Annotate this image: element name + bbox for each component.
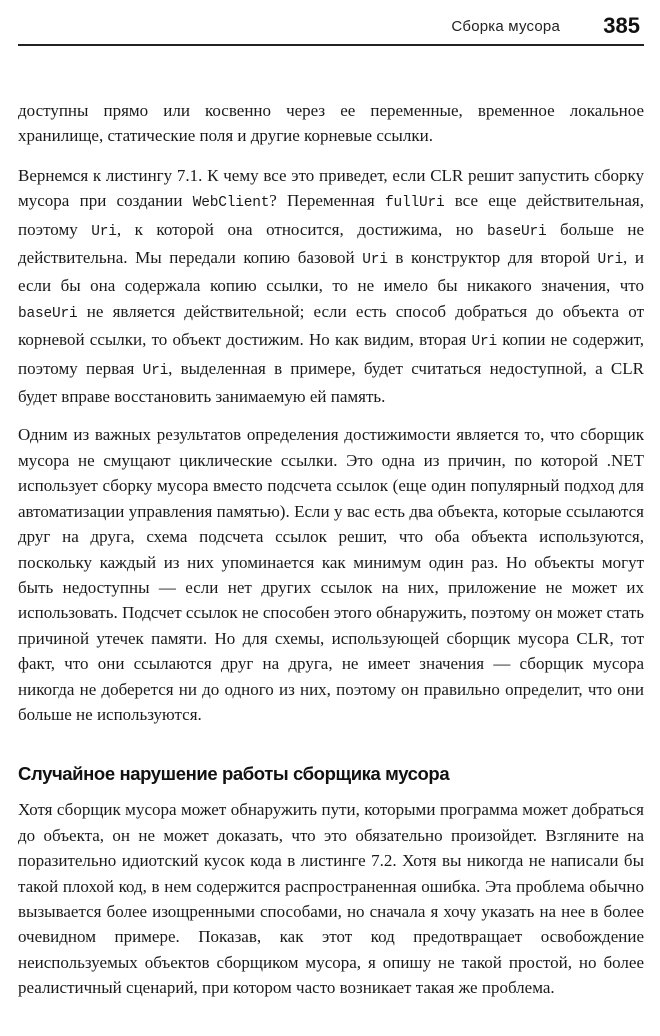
code-uri: Uri [91, 223, 117, 240]
section-heading: Случайное нарушение работы сборщика мусора [18, 763, 450, 785]
text-run: не является действительной; если есть способ добраться до объекта от корневой ссылки, то объект достижим. Но как видим, вторая [18, 301, 644, 350]
code-uri: Uri [597, 252, 624, 269]
text-run: в конструктор для второй [387, 248, 598, 268]
code-webclient: WebClient [192, 195, 270, 212]
paragraph-reachability: Одним из важных результатов определения достижимости является то, что сборщик мусора не смущают циклические ссылки. Это одна из причин, по которой .NET использует сборку мусора вместо подсчета ссылок (еще один популярный подход для автоматизации управления памятью). Если у вас есть два объекта, которые ссылаются друг на друга, схема подсчета ссылок решит, что оба объекта используются, поскольку каждый из них упоминается как минимум один раз. Но объекты могут быть недоступны — если нет других ссылок на них, приложение не может их использовать. Подсчет ссылок не способен этого обнаружить, поэтому он может стать причиной утечек памяти. Но для схемы, использующей сборщик мусора CLR, тот факт, что они ссылаются друг на друга, не имеет значения — сборщик мусора никогда не доберется ни до одного из них, поэтому он правильно определит, что они больше не используются. [18, 425, 644, 724]
code-uri: Uri [362, 252, 388, 269]
running-head-title: Сборка мусора [451, 18, 560, 35]
paragraph-continuation: доступны прямо или косвенно через ее переменные, временное локальное хранилище, статические поля и другие корневые ссылки. [18, 101, 644, 146]
text-run: , и если бы она содержала копию ссылки, то не имело бы никакого значения, что [18, 248, 644, 296]
page-body [18, 98, 644, 1014]
paragraph-gc-breaking: Хотя сборщик мусора может обнаружить пути, которыми программа может добраться до объекта, он не может доказать, что это обязательно произойдет. Взгляните на поразительно идиотский кусок кода в листинге 7.2. Хотя вы никогда не написали бы такой плохой код, в нем содержится распространенная ошибка. Эта проблема обычно вызывается более изощренными способами, но сначала я хочу указать на нее в более очевидном примере. Показав, как этот код предотвращает освобождение неиспользуемых объектов сборщиком мусора, я опишу не такой простой, но более реалистичный сценарий, при котором часто возникает такая же проблема. [18, 800, 644, 998]
text-run: Вернемся к листингу 7.1. К чему все это приведет, если CLR решит запустить сборку мусора при создании [18, 165, 644, 211]
text-run: копии не содержит, поэтому первая [18, 330, 645, 378]
code-baseuri: baseUri [18, 305, 78, 322]
text-run: , выделенная в примере, будет считаться недоступной, а CLR будет вправе восстановить занимаемую ей память. [18, 358, 644, 407]
text-run: ? Переменная [269, 191, 385, 211]
code-fulluri: fullUri [385, 195, 445, 212]
code-uri: Uri [142, 362, 169, 379]
paragraph-listing-7-1 [18, 163, 644, 410]
text-run: , к которой она относится, достижима, но [116, 219, 487, 239]
text-run: все еще действительная, поэтому [18, 191, 644, 239]
code-baseuri: baseUri [486, 223, 547, 240]
page-header [18, 8, 644, 46]
text-run: больше не действительна. Мы передали копию базовой [18, 219, 644, 268]
page-number: 385 [603, 13, 640, 38]
code-uri: Uri [471, 334, 498, 351]
